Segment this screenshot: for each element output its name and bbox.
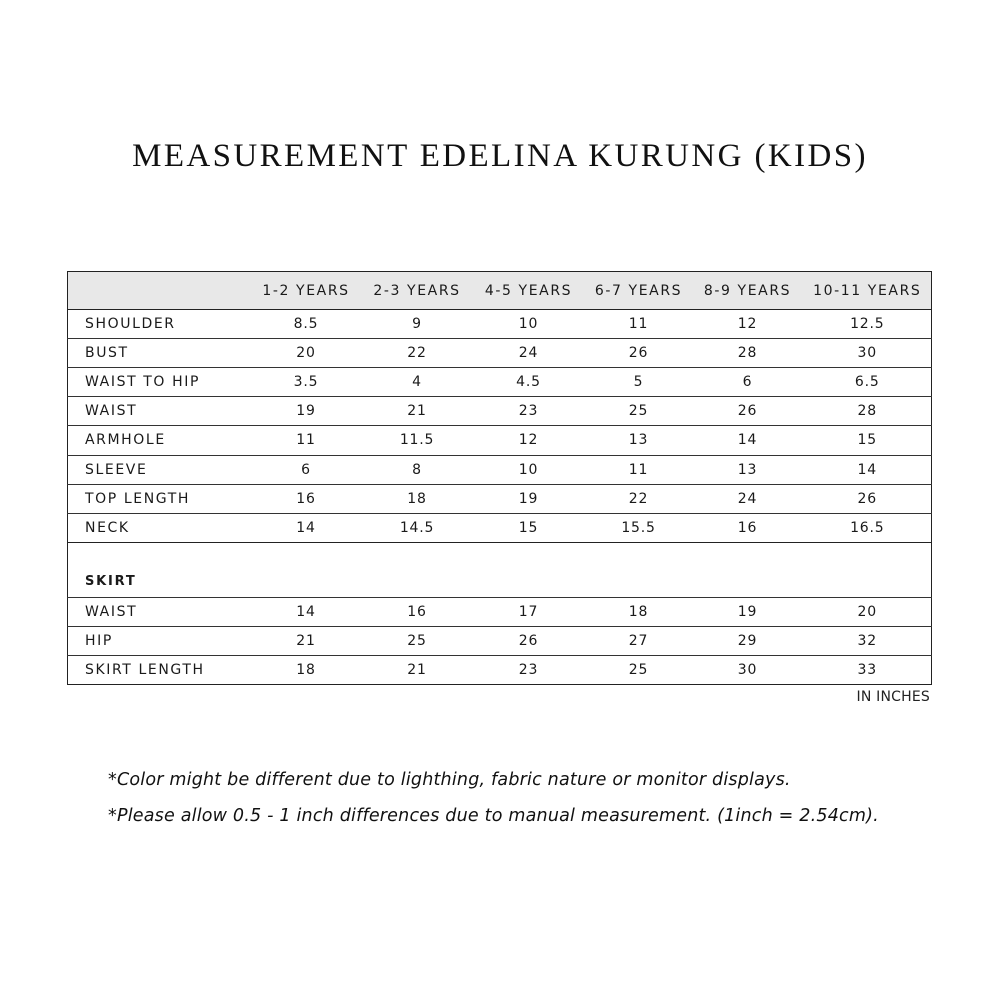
column-header: 4-5 YEARS — [472, 272, 586, 310]
row-label: NECK — [68, 513, 250, 542]
table-cell: 32 — [804, 626, 932, 655]
table-cell: 17 — [472, 597, 586, 626]
table-cell: 26 — [804, 484, 932, 513]
table-cell: 12.5 — [804, 310, 932, 339]
table-cell: 13 — [692, 455, 804, 484]
row-label: HIP — [68, 626, 250, 655]
table-cell: 25 — [586, 397, 692, 426]
table-row — [68, 484, 932, 513]
table-row — [68, 339, 932, 368]
table-cell: 20 — [804, 597, 932, 626]
table-cell: 11.5 — [363, 426, 472, 455]
table-spacer-row — [68, 542, 932, 566]
table-cell: 14 — [692, 426, 804, 455]
table-cell: 28 — [804, 397, 932, 426]
table-row — [68, 597, 932, 626]
table-cell: 15 — [472, 513, 586, 542]
table-cell: 25 — [363, 626, 472, 655]
table-cell: 13 — [586, 426, 692, 455]
table-cell: 23 — [518, 661, 539, 678]
table-cell: 22 — [586, 484, 692, 513]
row-label: SHOULDER — [68, 310, 250, 339]
table-cell: 30 — [737, 661, 758, 678]
table-cell: 16.5 — [804, 513, 932, 542]
column-header: 2-3 YEARS — [363, 272, 472, 310]
table-cell: 18 — [586, 597, 692, 626]
table-cell: 23 — [472, 397, 586, 426]
table-cell: 3.5 — [250, 368, 363, 397]
table-cell: 14 — [804, 455, 932, 484]
section-label: SKIRT — [68, 566, 250, 597]
table-cell: 4.5 — [472, 368, 586, 397]
table-cell: 8 — [363, 455, 472, 484]
column-header: 6-7 YEARS — [586, 272, 692, 310]
table-cell: 5 — [586, 368, 692, 397]
table-cell: 22 — [363, 339, 472, 368]
table-cell: 14 — [250, 513, 363, 542]
table-cell: 6.5 — [804, 368, 932, 397]
row-label: TOP LENGTH — [68, 484, 250, 513]
table-cell: 26 — [692, 397, 804, 426]
table-cell: 6 — [250, 455, 363, 484]
footnote: *Please allow 0.5 - 1 inch differences due to manual measurement. (1inch = 2.54cm). — [108, 806, 879, 826]
column-header — [68, 272, 250, 310]
row-label: WAIST — [68, 597, 250, 626]
row-label: SLEEVE — [68, 455, 250, 484]
table-row — [68, 310, 932, 339]
table-row — [68, 655, 932, 684]
row-label: SKIRT LENGTH — [85, 661, 205, 678]
table-cell: 16 — [692, 513, 804, 542]
table-cell: 18 — [296, 661, 316, 678]
table-cell: 11 — [586, 310, 692, 339]
table-cell: 25 — [628, 661, 649, 678]
table-row — [68, 397, 932, 426]
table-cell: 24 — [692, 484, 804, 513]
table-cell: 27 — [586, 626, 692, 655]
table-cell: 10 — [472, 455, 586, 484]
table-cell: 9 — [363, 310, 472, 339]
column-header: 1-2 YEARS — [250, 272, 363, 310]
units-note: IN INCHES — [856, 689, 930, 705]
row-label: ARMHOLE — [68, 426, 250, 455]
table-cell: 12 — [472, 426, 586, 455]
page-title: MEASUREMENT EDELINA KURUNG (KIDS) — [132, 138, 868, 174]
table-cell: 28 — [692, 339, 804, 368]
table-cell: 12 — [692, 310, 804, 339]
table-cell: 4 — [363, 368, 472, 397]
table-cell: 18 — [363, 484, 472, 513]
table-row — [68, 455, 932, 484]
table-cell: 21 — [363, 397, 472, 426]
column-header: 8-9 YEARS — [692, 272, 804, 310]
table-cell: 14.5 — [363, 513, 472, 542]
table-row — [68, 368, 932, 397]
table-cell: 8.5 — [250, 310, 363, 339]
table-cell: 21 — [407, 661, 427, 678]
table-cell: 6 — [692, 368, 804, 397]
table-cell: 24 — [472, 339, 586, 368]
table-cell: 10 — [472, 310, 586, 339]
table-cell: 19 — [692, 597, 804, 626]
table-cell: 30 — [804, 339, 932, 368]
table-cell: 11 — [586, 455, 692, 484]
table-cell: 29 — [692, 626, 804, 655]
table-section-row — [68, 566, 932, 597]
table-row — [68, 626, 932, 655]
table-cell: 11 — [250, 426, 363, 455]
table-cell: 21 — [250, 626, 363, 655]
footnote: *Color might be different due to lighthing, fabric nature or monitor displays. — [108, 770, 791, 790]
table-cell: 14 — [250, 597, 363, 626]
table-row — [68, 513, 932, 542]
table-cell: 26 — [586, 339, 692, 368]
table-row — [68, 426, 932, 455]
table-cell: 16 — [363, 597, 472, 626]
measurement-table — [67, 271, 932, 685]
table-cell: 19 — [250, 397, 363, 426]
table-cell: 33 — [857, 661, 877, 678]
table-cell: 15 — [804, 426, 932, 455]
row-label: WAIST TO HIP — [68, 368, 250, 397]
table-cell: 20 — [250, 339, 363, 368]
row-label: WAIST — [68, 397, 250, 426]
table-cell: 19 — [472, 484, 586, 513]
table-cell: 15.5 — [586, 513, 692, 542]
row-label: BUST — [68, 339, 250, 368]
table-header-row — [68, 272, 932, 310]
table-cell: 16 — [250, 484, 363, 513]
table-cell: 26 — [472, 626, 586, 655]
column-header: 10-11 YEARS — [804, 272, 932, 310]
